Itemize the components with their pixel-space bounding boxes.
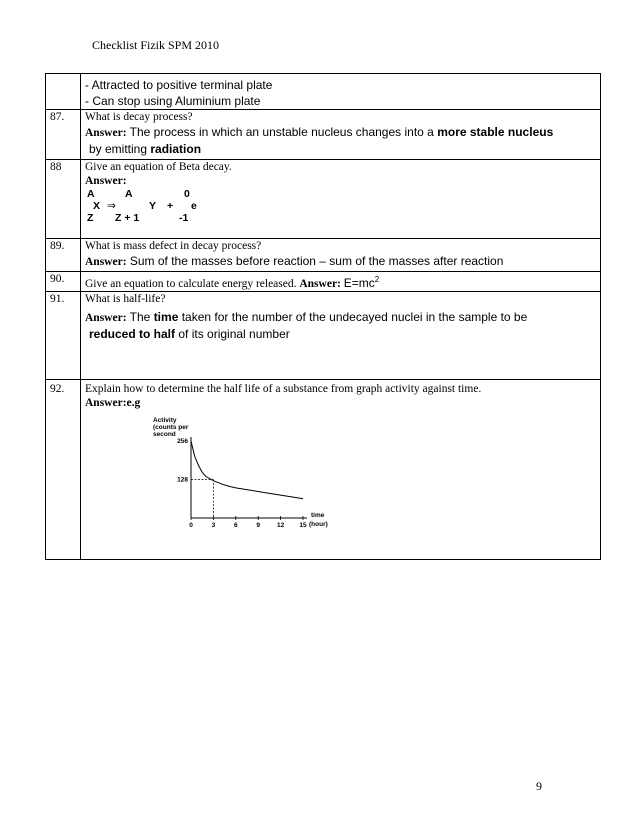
atomic-number: Z <box>87 212 94 224</box>
table-row <box>46 239 601 272</box>
table-row <box>46 110 601 160</box>
question-text: Explain how to determine the half life of a substance from graph activity against time. <box>85 383 482 395</box>
row-content <box>81 239 601 272</box>
x-tick-label: 6 <box>233 522 238 529</box>
question-text: Give an equation of Beta decay. <box>85 161 232 173</box>
daughter-nucleus: Y <box>149 200 157 212</box>
question-text: Give an equation to calculate energy released. <box>85 278 297 290</box>
question-text: What is mass defect in decay process? <box>85 240 262 252</box>
table-row <box>46 74 601 110</box>
parent-nucleus: X <box>93 200 101 212</box>
x-tick-label: 9 <box>256 522 261 529</box>
beta-decay-equation <box>85 188 245 224</box>
arrow-icon: ⇒ <box>107 200 116 212</box>
checklist-table <box>45 73 601 560</box>
mass-number: 0 <box>184 188 190 200</box>
answer-line <box>85 141 600 157</box>
activity-time-chart <box>135 414 375 539</box>
row-content <box>81 74 601 110</box>
answer-line: - Attracted to positive terminal plate <box>85 78 273 92</box>
answer-emphasis: reduced to half <box>89 327 176 341</box>
electron: e <box>191 200 197 212</box>
answer-text: of its original number <box>178 327 290 341</box>
x-tick-label: 15 <box>299 522 307 529</box>
row-number: 87. <box>46 110 81 160</box>
answer-emphasis: time <box>153 310 179 324</box>
answer-text: by emitting <box>89 142 148 156</box>
table-row <box>46 380 601 560</box>
answer-label: Answer: <box>85 256 127 268</box>
row-content <box>81 160 601 239</box>
table-row <box>46 272 601 292</box>
question-text: What is half-life? <box>85 293 166 305</box>
x-tick-label: 0 <box>189 522 193 529</box>
answer-line: - Can stop using Aluminium plate <box>85 94 261 108</box>
atomic-number: -1 <box>179 212 189 224</box>
table-row <box>46 292 601 380</box>
row-number: 91. <box>46 292 81 380</box>
decay-curve <box>191 441 303 499</box>
y-tick-label: 128 <box>177 476 188 484</box>
answer-label: Answer: <box>299 278 341 290</box>
answer-label: Answer: <box>85 175 127 187</box>
answer-text: The process in which an unstable nucleus changes into a <box>129 125 434 139</box>
x-axis-label: time <box>311 512 325 519</box>
plus-sign: + <box>167 200 174 212</box>
y-axis-label: Activity <box>153 417 177 424</box>
energy-equation <box>344 276 379 290</box>
answer-text: E=mc <box>343 276 375 290</box>
answer-emphasis: more stable nucleus <box>437 125 554 139</box>
mass-number: A <box>125 188 133 200</box>
row-content <box>81 272 601 292</box>
row-content <box>81 380 601 560</box>
answer-text: The <box>129 310 151 324</box>
question-text: What is decay process? <box>85 111 193 123</box>
answer-label: Answer:e.g <box>85 397 141 409</box>
superscript: 2 <box>374 275 380 284</box>
y-tick-label: 256 <box>177 438 188 445</box>
row-number: 92. <box>46 380 81 560</box>
answer-emphasis: radiation <box>150 142 202 156</box>
y-axis-label: (counts per <box>153 424 189 431</box>
answer-line <box>85 309 600 326</box>
page-number: 9 <box>536 779 542 793</box>
mass-number: A <box>87 188 95 200</box>
answer-label: Answer: <box>85 312 127 324</box>
answer-line <box>85 326 600 342</box>
x-axis-label: (hour) <box>309 521 328 528</box>
row-number: 88 <box>46 160 81 239</box>
answer-line <box>85 253 600 270</box>
row-number: 90. <box>46 272 81 292</box>
row-number <box>46 74 81 110</box>
x-tick-label: 12 <box>276 522 285 529</box>
row-content <box>81 292 601 380</box>
answer-line <box>85 124 600 141</box>
answer-text: Sum of the masses before reaction – sum of the masses after reaction <box>129 254 504 268</box>
answer-label: Answer: <box>85 127 127 139</box>
row-number: 89. <box>46 239 81 272</box>
page-header: Checklist Fizik SPM 2010 <box>92 38 220 52</box>
atomic-number: Z + 1 <box>115 212 140 224</box>
y-axis-label: second <box>153 431 176 438</box>
x-tick-label: 3 <box>211 522 216 529</box>
table-row <box>46 160 601 239</box>
row-content <box>81 110 601 160</box>
answer-text: taken for the number of the undecayed nuclei in the sample to be <box>181 310 528 324</box>
